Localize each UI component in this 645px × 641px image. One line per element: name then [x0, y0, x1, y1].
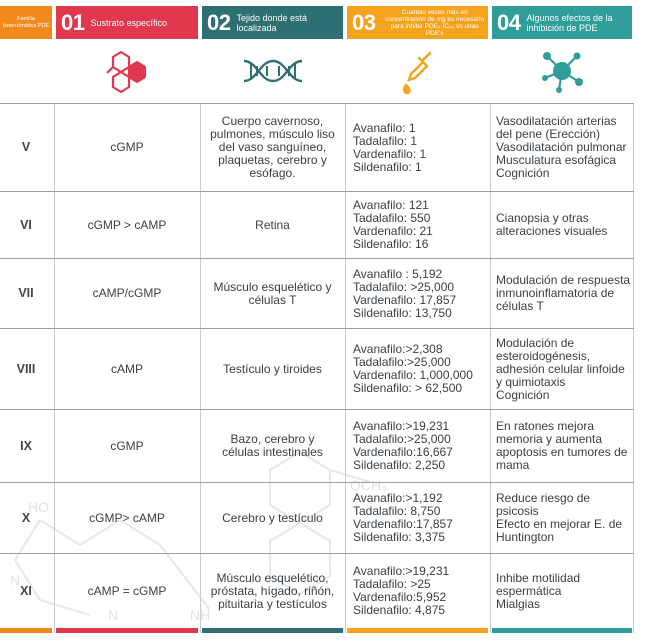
header-effects-label: Algunos efectos de la inhibición de PDE [526, 12, 613, 33]
concentration-cell [353, 483, 490, 553]
header-effects [492, 6, 632, 39]
dna-icon [202, 39, 343, 103]
concentration-cell [353, 554, 490, 628]
concentration-line: Avanafilo:>1,192 [353, 491, 443, 505]
svg-text:OCH₃: OCH₃ [350, 477, 387, 493]
tissue-line: Cerebro y testículo [222, 510, 323, 525]
table-row [0, 483, 645, 553]
footer-bar [202, 628, 343, 633]
svg-text:N: N [108, 607, 119, 623]
concentration-line: Tadalafilo:>25,000 [353, 355, 451, 369]
tissue-cell [202, 329, 343, 409]
effects-cell [496, 259, 634, 328]
concentration-line: Avanafilo:>19,231 [353, 564, 450, 578]
family-cell: VIII [16, 361, 36, 376]
header-tissue [202, 6, 343, 39]
concentration-cell [353, 410, 490, 482]
substrate-cell: cGMP [110, 438, 144, 453]
tissue-line: Músculo esquelético, [216, 570, 329, 585]
family-cell: VII [18, 286, 34, 300]
footer-bar [492, 628, 632, 633]
header-family [0, 6, 52, 39]
substrate-cell: cGMP [110, 140, 144, 154]
effect-line: Inhibe motilidad espermática [496, 570, 581, 598]
substrate-cell: cAMP/cGMP [92, 286, 162, 300]
tissue-cell [202, 104, 343, 191]
svg-text:HO: HO [28, 499, 49, 515]
concentration-line: Sildenafilo: 13,750 [353, 305, 452, 320]
concentration-cell [353, 192, 490, 258]
tissue-cell [202, 554, 343, 628]
tissue-line: Cuerpo cavernoso, [221, 114, 324, 128]
effects-cell [496, 329, 634, 409]
header-tissue-number: 02 [207, 9, 231, 35]
concentration-line: Vardenafilo: 21 [353, 224, 433, 238]
tissue-line: Testículo y tiroides [223, 361, 322, 376]
substrate-cell: cGMP> cAMP [89, 510, 165, 525]
table-row [0, 104, 645, 191]
effect-line: Reduce riesgo de psicosis [496, 491, 591, 518]
header-concentration [347, 6, 488, 39]
network-icon [492, 39, 632, 103]
concentration-line: Sildenafilo: 1 [353, 159, 422, 174]
dropper-icon [347, 39, 488, 103]
concentration-line: Vardenafilo:5,952 [353, 590, 447, 604]
tissue-line: plaquetas, cerebro y [218, 153, 327, 167]
table-row [0, 259, 645, 328]
family-cell: IX [20, 438, 32, 453]
tissue-line: esófago. [249, 166, 296, 180]
family-cell: X [21, 510, 31, 525]
table-row [0, 410, 645, 482]
header-substrate [56, 6, 198, 39]
effects-cell [496, 554, 634, 628]
tissue-cell [202, 259, 343, 328]
family-cell: V [21, 140, 31, 154]
header-concentration-number: 03 [352, 9, 376, 35]
concentration-cell [353, 259, 490, 328]
family-cell: VI [20, 217, 32, 232]
header-tissue-label: Tejido donde está localizada [236, 12, 308, 33]
concentration-line: Vardenafilo: 17,857 [353, 292, 457, 307]
svg-text:NH: NH [190, 607, 211, 623]
substrate-cell: cAMP [110, 361, 143, 376]
effect-line: Cognición [496, 387, 550, 402]
tissue-line: próstata, hígado, riñón, [210, 583, 335, 598]
concentration-line: Tadalafilo:>25,000 [353, 432, 451, 446]
table-row [0, 192, 645, 258]
tissue-line: Retina [255, 217, 290, 232]
header-substrate-label: Sustrato específico [90, 17, 168, 28]
effect-line: Mialgias [496, 596, 541, 611]
effect-line: Musculatura esofágica [496, 153, 617, 167]
substrate-cell: cGMP > cAMP [87, 217, 167, 232]
effect-line: Modulación de esteroidogénesis, adhesión celular linfoide y quimiotaxis [496, 335, 625, 389]
tissue-cell [202, 192, 343, 258]
header-effects-number: 04 [497, 9, 521, 35]
tissue-line: pituitaria y testículos [218, 596, 327, 611]
tissue-cell [202, 410, 343, 482]
effects-cell [496, 192, 634, 258]
concentration-line: Tadalafilo: 1 [353, 133, 418, 148]
concentration-line: Sildenafilo: 2,250 [353, 458, 446, 472]
family-cell: XI [20, 583, 32, 598]
concentration-line: Sildenafilo: 3,375 [353, 530, 446, 544]
concentration-line: Avanafilo:>2,308 [353, 342, 443, 356]
effect-line: Vasodilatación arterias del pene (Erección) [496, 114, 617, 141]
concentration-line: Tadalafilo: >25 [353, 577, 431, 591]
footer-bar [0, 628, 52, 633]
concentration-line: Tadalafilo: 550 [353, 211, 431, 225]
tissue-line: células intestinales [222, 445, 323, 459]
concentration-line: Sildenafilo: > 62,500 [353, 381, 463, 395]
concentration-line: Avanafilo : 5,192 [353, 266, 443, 281]
effects-cell [496, 410, 634, 482]
tissue-line: Músculo esquelético y [213, 279, 332, 294]
header-family-label: Familia Isoenzimática PDE [2, 16, 50, 29]
concentration-line: Vardenafilo:16,667 [353, 445, 453, 459]
effect-line: Cognición [496, 166, 550, 180]
tissue-line: células T [248, 292, 297, 307]
footer-bar [347, 628, 488, 633]
concentration-line: Vardenafilo: 1 [353, 146, 427, 161]
svg-text:N: N [10, 572, 21, 588]
header-concentration-label: Cuantas veces más en concentración de mg es necesario para inhibir PDE₅ IC₅₀ vs otras PDE's [385, 8, 485, 37]
concentration-line: Sildenafilo: 16 [353, 237, 429, 251]
effects-cell [496, 483, 634, 553]
footer-bar [56, 628, 198, 633]
header-substrate-number: 01 [61, 9, 85, 35]
tissue-cell [202, 483, 343, 553]
concentration-line: Sildenafilo: 4,875 [353, 603, 446, 617]
concentration-line: Vardenafilo:17,857 [353, 517, 453, 531]
concentration-line: Avanafilo: 1 [353, 120, 416, 135]
concentration-cell [353, 104, 490, 191]
table-row [0, 329, 645, 409]
concentration-line: Tadalafilo: >25,000 [353, 279, 455, 294]
concentration-line: Tadalafilo: 8,750 [353, 504, 441, 518]
tissue-line: Bazo, cerebro y [230, 432, 315, 446]
effect-line: Vasodilatación pulmonar [496, 140, 627, 154]
table-row [0, 554, 645, 628]
tissue-line: pulmones, músculo liso [210, 127, 335, 141]
substrate-cell: cAMP = cGMP [87, 583, 167, 598]
effect-line: Cianopsia y otras alteraciones visuales [496, 211, 608, 238]
molecule-icon [56, 39, 198, 103]
effect-line: Modulación de respuesta inmunoinflamatoria de células T [496, 273, 631, 313]
tissue-line: del vaso sanguíneo, [218, 140, 327, 154]
concentration-line: Vardenafilo: 1,000,000 [353, 368, 473, 382]
concentration-line: Avanafilo:>19,231 [353, 419, 450, 433]
concentration-cell [353, 329, 490, 409]
effect-line: Efecto en mejorar E. de Huntington [496, 517, 623, 544]
effects-cell [496, 104, 634, 191]
effect-line: En ratones mejora memoria y aumenta apoptosis en tumores de mama [496, 419, 628, 472]
concentration-line: Avanafilo: 121 [353, 198, 429, 212]
